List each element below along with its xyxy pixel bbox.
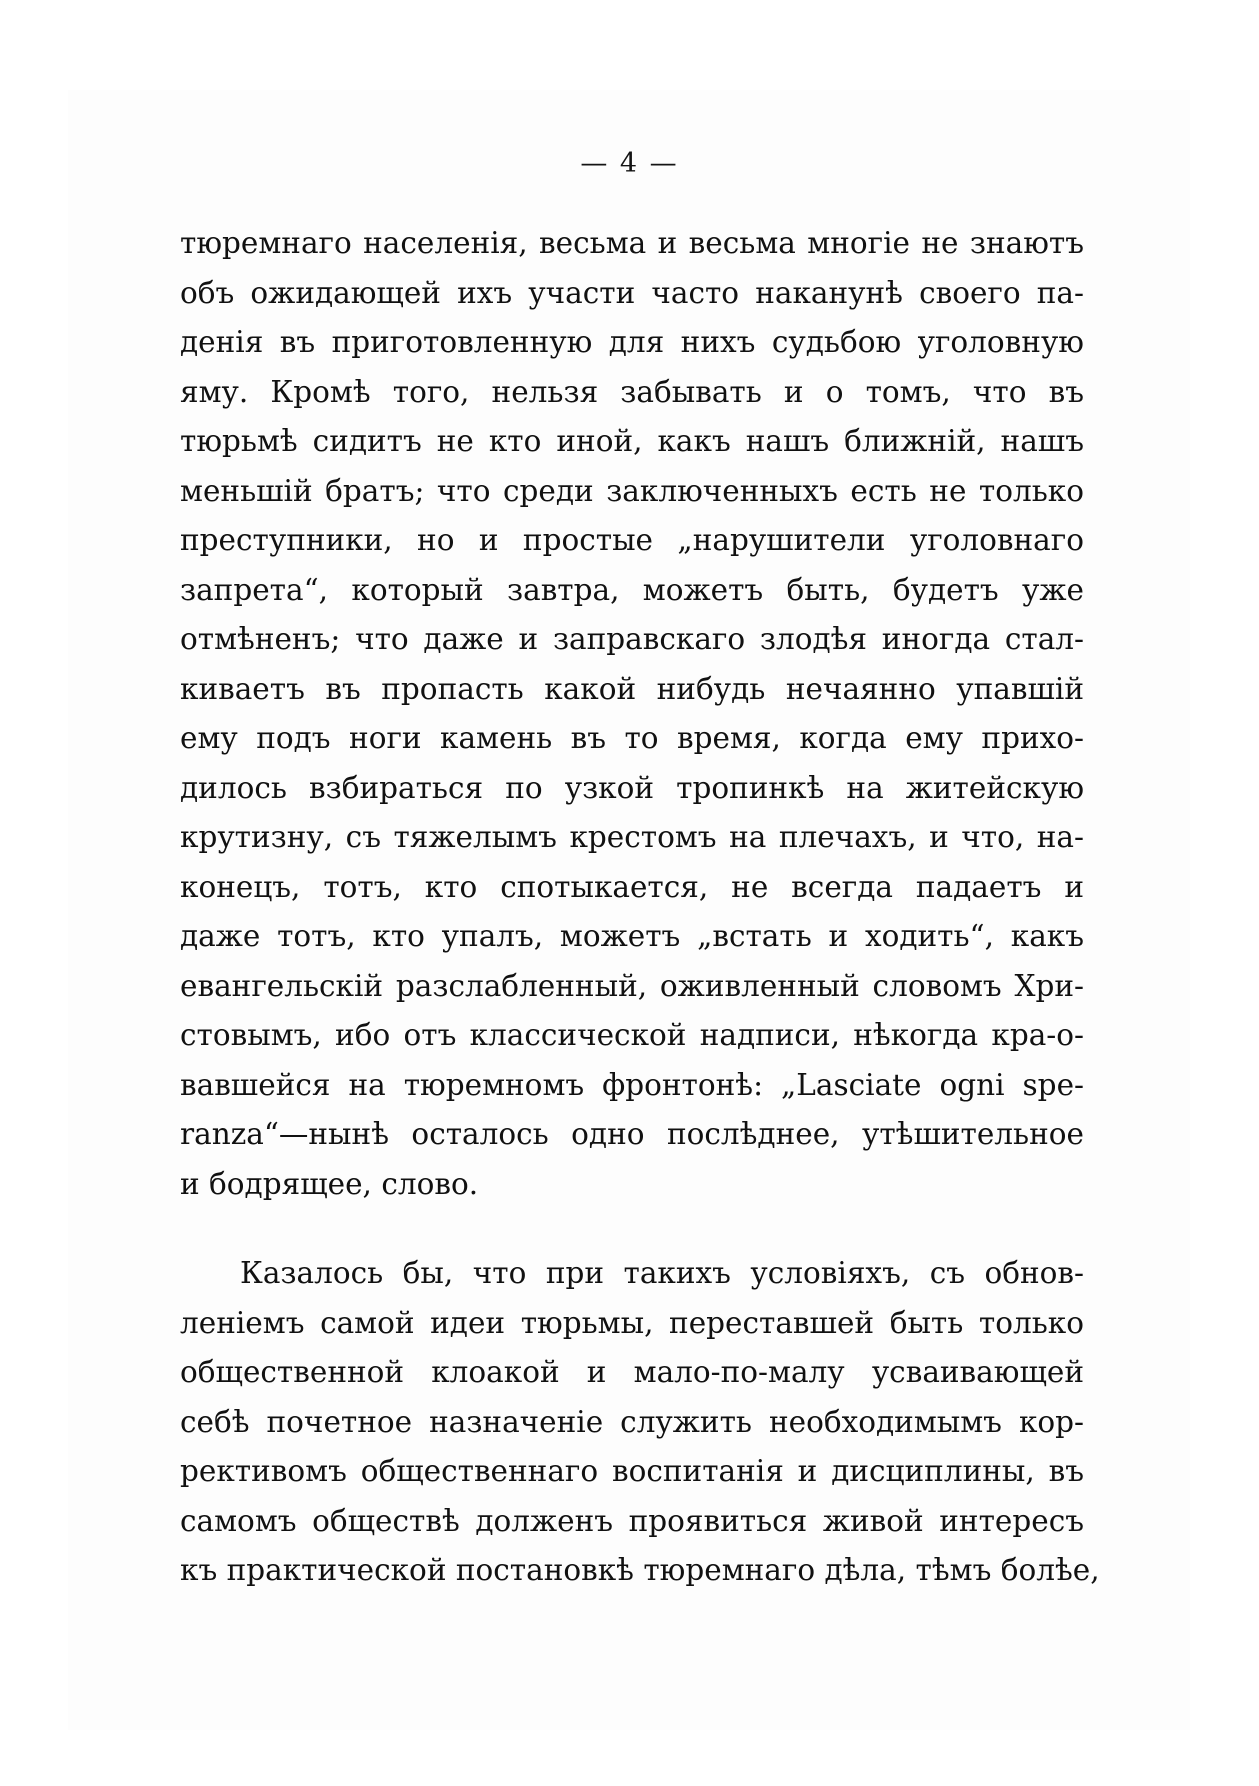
text-line: къ практической постановкѣ тюремнаго дѣла, тѣмъ болѣе, <box>180 1553 1100 1587</box>
text-line: евангельскій разслабленный, оживленный словомъ Хри- <box>180 968 1084 1003</box>
text-line: даже тотъ, кто упалъ, можетъ „встать и ходить“, какъ <box>180 919 1084 953</box>
text-line: отмѣненъ; что даже и заправскаго злодѣя иногда стал- <box>180 622 1084 656</box>
page-number: — 4 — <box>580 148 679 179</box>
text-line: леніемъ самой идеи тюрьмы, переставшей быть только <box>180 1305 1084 1340</box>
text-line: и бодрящее, слово. <box>180 1166 479 1201</box>
text-line: вавшейся на тюремномъ фронтонѣ: „Lasciate ogni spe- <box>180 1067 1084 1102</box>
text-line: самомъ обществѣ долженъ проявиться живой интересъ <box>180 1503 1084 1538</box>
text-line: стовымъ, ибо отъ классической надписи, нѣкогда кра-о- <box>180 1018 1084 1052</box>
text-line: дилось взбираться по узкой тропинкѣ на житейскую <box>180 770 1084 805</box>
text-line: общественной клоакой и мало-по-малу усваивающей <box>180 1355 1084 1389</box>
text-line: ему подъ ноги камень въ то время, когда ему прихо- <box>180 721 1084 755</box>
text-line: яму. Кромѣ того, нельзя забывать и о томъ, что въ <box>180 374 1084 409</box>
text-line: себѣ почетное назначеніе служить необходимымъ кор- <box>180 1404 1084 1439</box>
text-line: ranza“—нынѣ осталось одно послѣднее, утѣшительное <box>180 1117 1084 1151</box>
text-line: крутизну, съ тяжелымъ крестомъ на плечахъ, и что, на- <box>180 820 1084 854</box>
paragraph-2 <box>180 1249 1100 1596</box>
text-line: меньшій братъ; что среди заключенныхъ есть не только <box>180 473 1084 508</box>
text-line: запрета“, который завтра, можетъ быть, будетъ уже <box>180 572 1084 607</box>
text-line: конецъ, тотъ, кто спотыкается, не всегда падаетъ и <box>180 869 1084 904</box>
text-line: киваетъ въ пропасть какой нибудь нечаянно упавшій <box>180 671 1084 706</box>
text-line: денія въ приготовленную для нихъ судьбою уголовную <box>180 325 1084 359</box>
text-line: тюремнаго населенія, весьма и весьма многіе не знаютъ <box>180 226 1084 260</box>
text-line: рективомъ общественнаго воспитанія и дисциплины, въ <box>180 1454 1084 1488</box>
text-line: Казалось бы, что при такихъ условіяхъ, съ обнов- <box>240 1256 1084 1290</box>
text-line: объ ожидающей ихъ участи часто наканунѣ своего па- <box>180 275 1084 310</box>
paragraph-1 <box>180 219 1084 1209</box>
text-line: тюрьмѣ сидитъ не кто иной, какъ нашъ ближній, нашъ <box>180 424 1084 458</box>
text-line: преступники, но и простые „нарушители уголовнаго <box>180 523 1084 557</box>
